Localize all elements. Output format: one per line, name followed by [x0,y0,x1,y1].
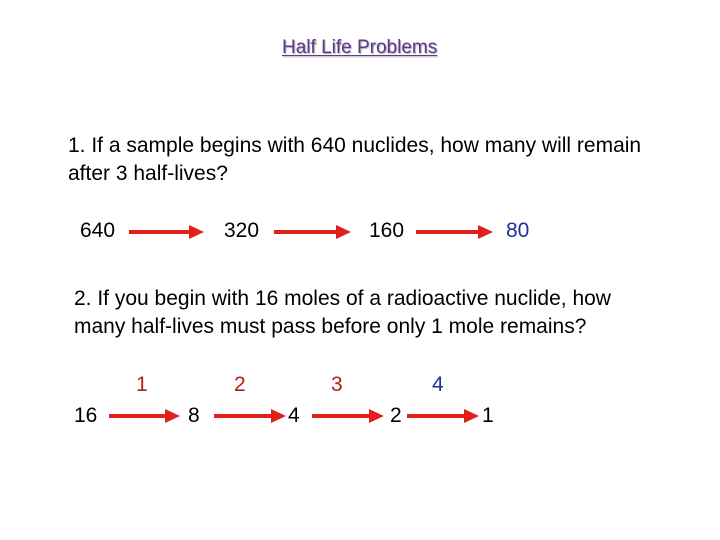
p2-value-4: 4 [288,404,300,427]
p2-step-2: 2 [234,373,246,396]
p2-value-2: 2 [390,404,402,427]
p1-arrow-2 [272,222,352,242]
p1-value-640: 640 [80,219,116,242]
problem-1-question: 1. If a sample begins with 640 nuclides, how many will remain after 3 half-lives? [68,134,642,185]
p2-arrow-2 [212,406,288,426]
p1-arrow-1 [127,222,205,242]
p2-step-1: 1 [136,373,148,396]
p2-arrow-3 [310,406,386,426]
problem-2-question: 2. If you begin with 16 moles of a radioactive nuclide, how many half-lives must pass before only 1 mole remains? [74,287,611,338]
p2-value-1: 1 [482,404,494,427]
p2-value-8: 8 [188,404,200,427]
page-title: Half Life Problems [282,37,438,58]
p2-step-3: 3 [331,373,343,396]
p1-arrow-3 [414,222,494,242]
p2-arrow-1 [107,406,182,426]
p2-answer: 4 [432,373,444,396]
p2-value-16: 16 [74,404,98,427]
p2-arrow-4 [405,406,481,426]
p1-value-320: 320 [224,219,260,242]
p1-answer: 80 [506,219,530,242]
p1-value-160: 160 [369,219,405,242]
